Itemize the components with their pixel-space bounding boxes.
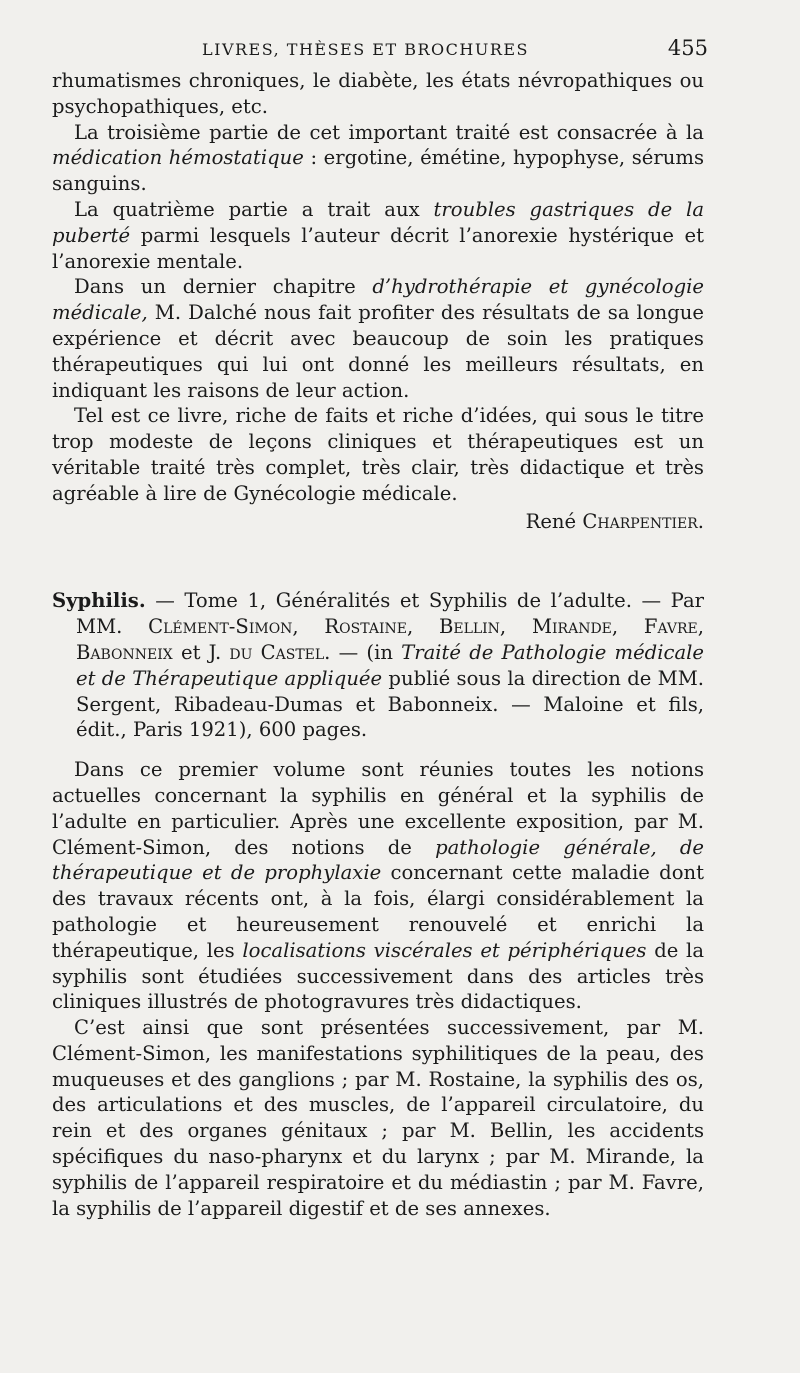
emphasis: Traité de Pathologie médicale et de Thérapeutique appliquée [76,640,705,690]
page-number: 455 [667,36,708,60]
emphasis: troubles gastriques de la puberté [52,197,704,247]
emphasis: pathologie générale, de thérapeutique et de prophylaxie [52,835,704,885]
emphasis: médication hémostatique [52,146,304,170]
paragraph: La quatrième partie a trait aux troubles gastriques de la puberté parmi lesquels l’auteur décrit l’anorexie hystérique et l’anorexie mentale. [52,197,704,273]
review-title: Syphilis. [52,589,146,613]
emphasis: d’hydrothérapie et gynécologie médicale, [52,275,704,325]
paragraph: C’est ainsi que sont présentées successivement, par M. Clément-Simon, les manifestations syphilitiques de la peau, des muqueuses et des ganglions ; par M. Rostaine, la syphilis des os, des articulations et des muscles, de l’appareil circulatoire, du rein et des organes génitaux ; par M. Bellin, les accidents spécifiques du naso-pharynx et du larynx ; par M. Mirande, la syphilis de l’appareil respiratoire et du médiastin ; par M. Favre, la syphilis de l’appareil digestif et de ses annexes. [52,1016,704,1220]
running-title: LIVRES, THÈSES ET BROCHURES [202,40,530,59]
running-head [52,36,708,68]
author-names: du Castel. [229,640,331,664]
paragraph: rhumatismes chroniques, le diabète, les états névropathiques ou psychopathiques, etc. [52,69,704,118]
review-syphilis [52,588,704,1221]
paragraph: Tel est ce livre, riche de faits et riche d’idées, qui sous le titre trop modeste de leçons cliniques et thérapeutiques est un véritable traité très complet, très clair, très didactique et très agréable à lire de Gynécologie médicale. [52,404,704,505]
review-dalche-continued [52,68,704,534]
emphasis: localisations viscérales et périphériques [242,938,647,962]
paragraph: Dans ce premier volume sont réunies toutes les notions actuelles concernant la syphilis en général et la syphilis de l’adulte en particulier. Après une excellente exposition, par M. Clément-Simon, des notions de pathologie générale, de thérapeutique et de prophylaxie concernant cette maladie dont des travaux récents ont, à la fois, élargi considérablement la pathologie et heureusement renouvelé et enrichi la thérapeutique, les localisations viscérales et périphériques de la syphilis sont étudiées successivement dans des articles très cliniques illustrés de photogravures très didactiques. [52,758,705,1014]
paragraph: La troisième partie de cet important traité est consacrée à la médication hémostatique : ergotine, émétine, hypophyse, sérums sanguins. [52,120,704,196]
reviewer-signature: René Charpentier. [525,509,704,533]
review-heading: Syphilis. — Tome 1, Généralités et Syphilis de l’adulte. — Par MM. Clément-Simon, Rostaine, Bellin, Mirande, Favre, Babonneix et J. du Castel. — (in Traité de Pathologie médicale et de Thérapeutique appliquée publié sous la direction de MM. Sergent, Ribadeau-Dumas et Babonneix. — Maloine et fils, édit., Paris 1921), 600 pages. [52,589,705,742]
author-names: Clément-Simon, Rostaine, Bellin, Mirande, Favre, Babonneix [76,615,704,664]
paragraph: Dans un dernier chapitre d’hydrothérapie et gynécologie médicale, M. Dalché nous fait profiter des résultats de sa longue expérience et décrit avec beaucoup de soin les pratiques thérapeutiques qui lui ont donné les meilleurs résultats, en indiquant les raisons de leur action. [52,275,704,402]
